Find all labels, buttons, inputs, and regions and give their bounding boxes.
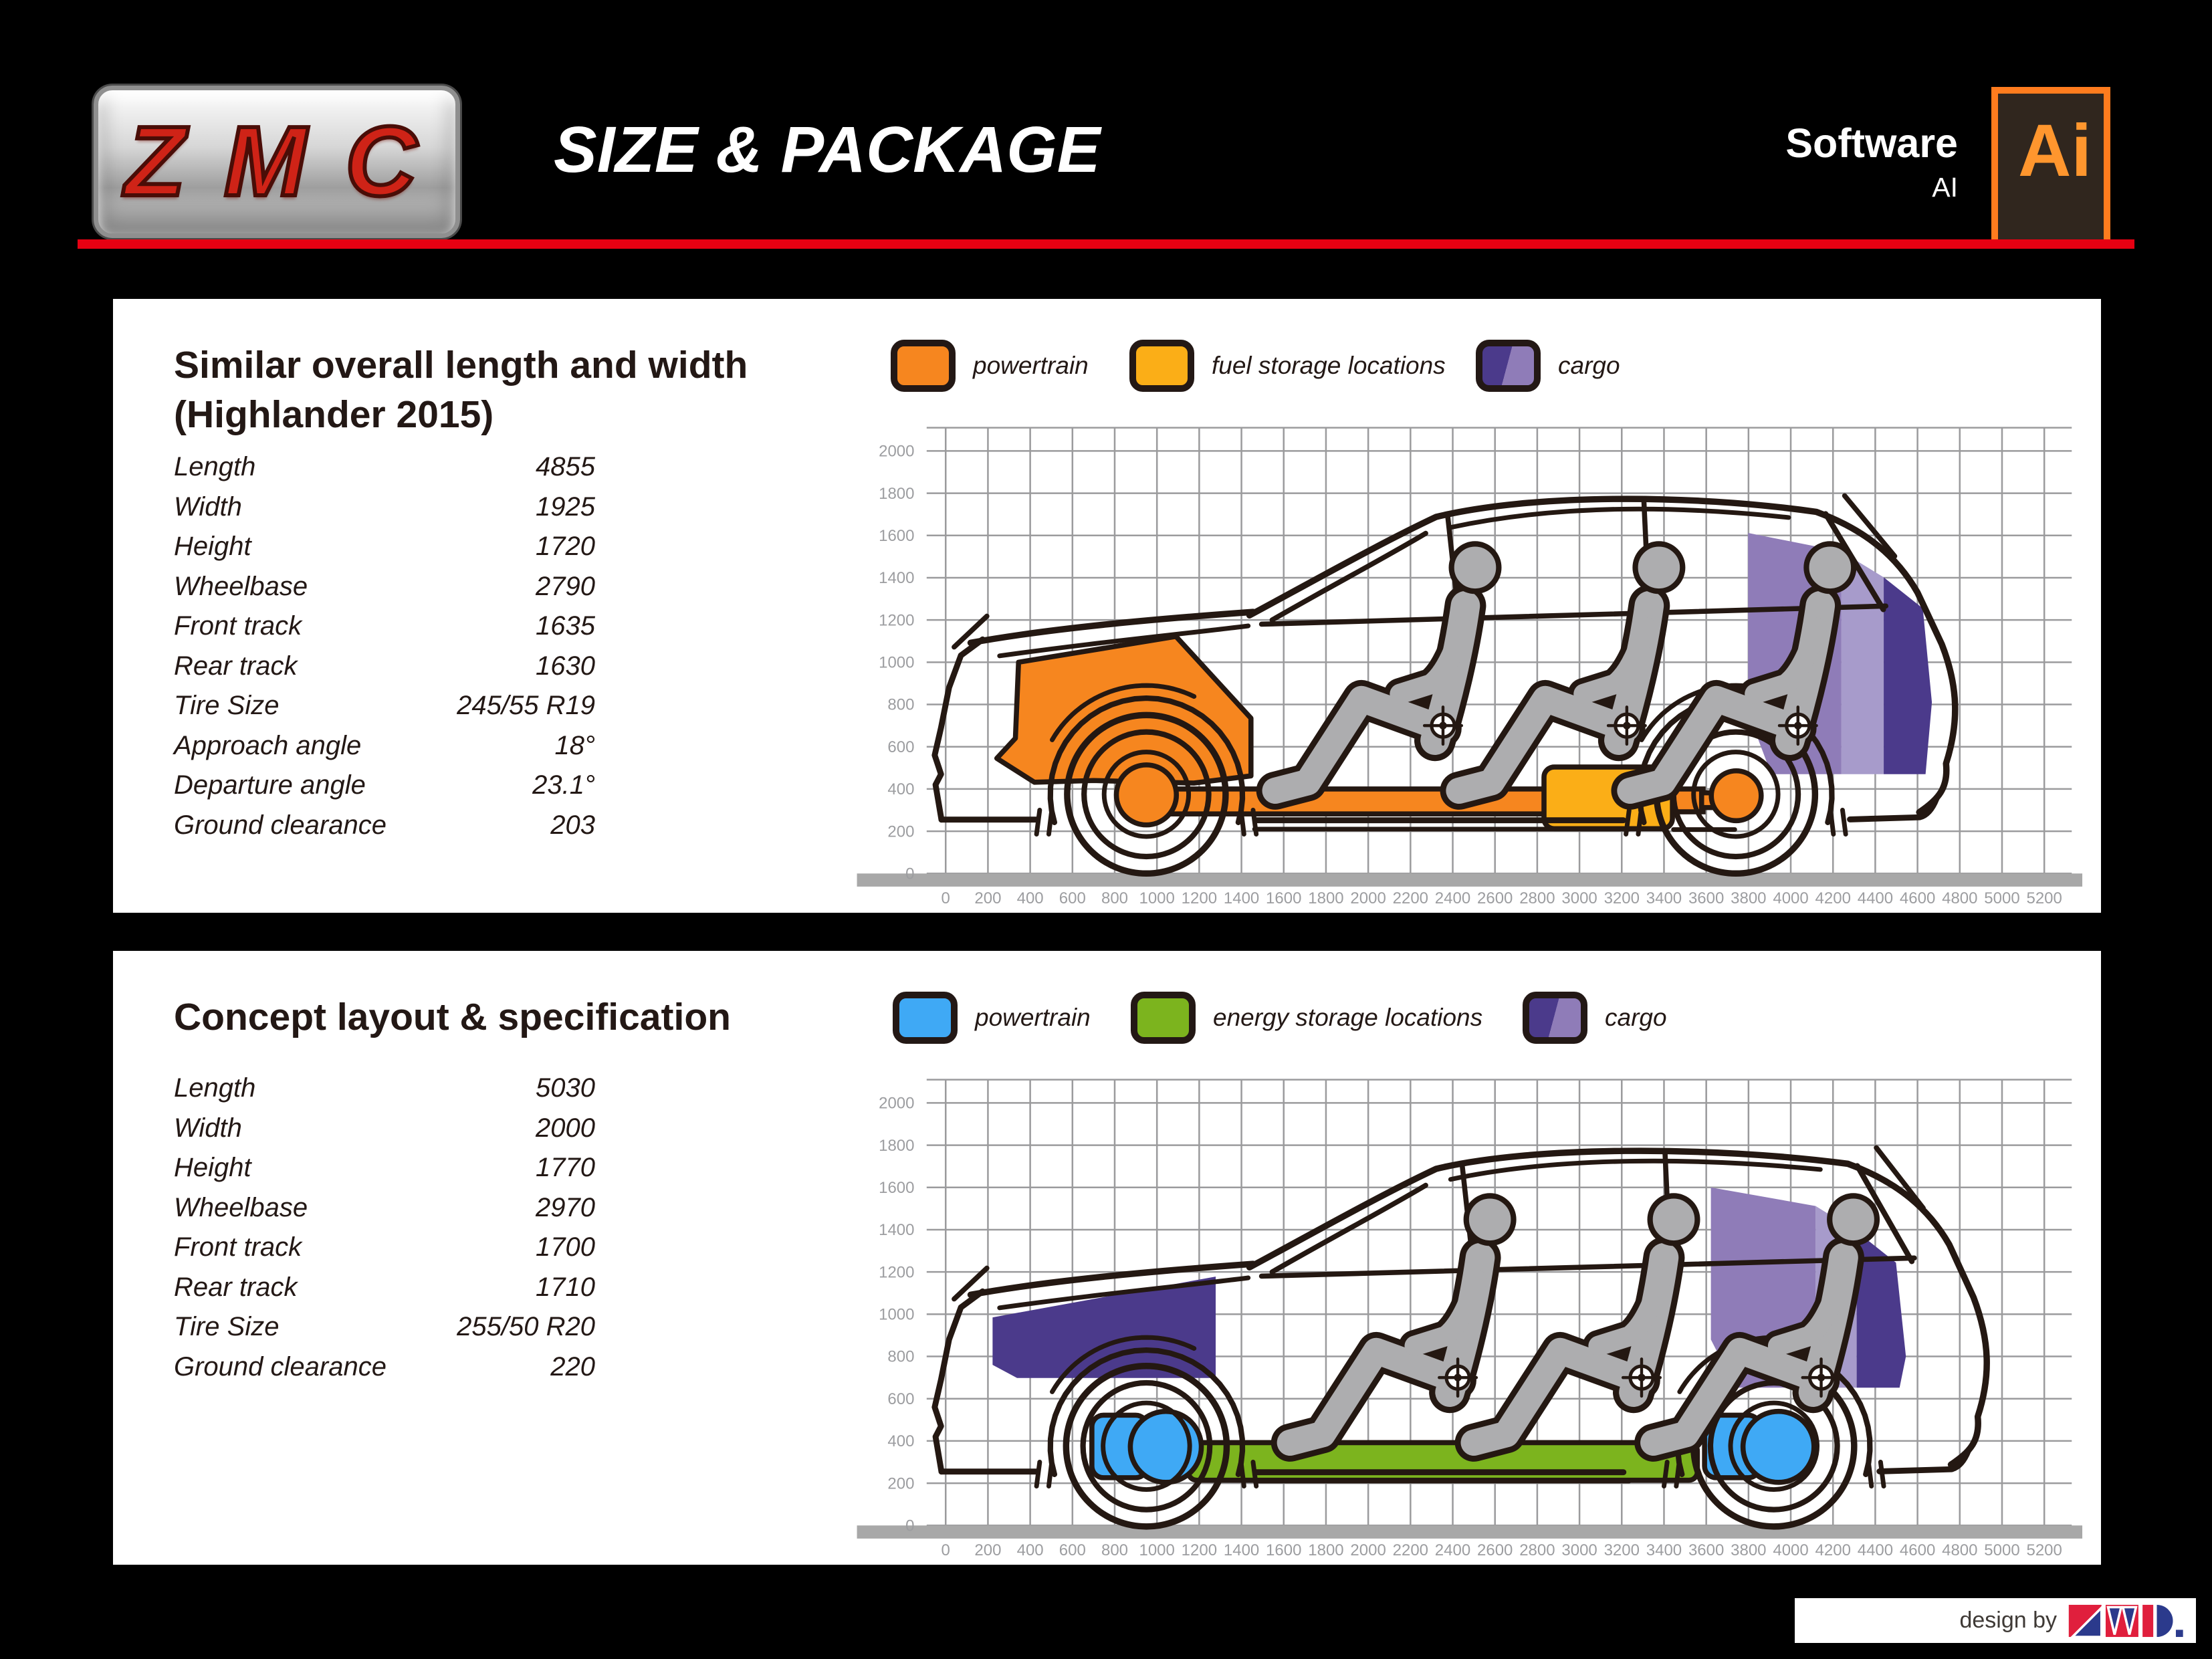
svg-text:1400: 1400 [1223,1541,1260,1560]
spec-row [174,1228,595,1268]
svg-text:1600: 1600 [1266,1541,1302,1560]
design-credit [1795,1598,2196,1643]
panel-highlander [113,299,2101,913]
spec-value: 1700 [536,1232,595,1262]
spec-value: 23.1° [532,770,595,800]
spec-value: 203 [550,810,595,840]
illustrator-icon-text: Ai [2018,110,2092,192]
spec-value: 5030 [536,1073,595,1103]
spec-row [174,527,595,567]
svg-text:4400: 4400 [1857,889,1894,908]
legend-label: energy storage locations [1213,1004,1483,1031]
red-divider [78,239,2134,249]
svg-text:400: 400 [887,1432,915,1451]
svg-text:5200: 5200 [2026,1541,2062,1560]
svg-text:1200: 1200 [879,611,915,630]
spec-label: Width [174,491,242,522]
spec-row [174,726,595,766]
svg-text:4200: 4200 [1815,1541,1851,1560]
spec-row [174,1148,595,1188]
ground-bar [857,873,2083,887]
svg-text:1800: 1800 [1308,889,1344,908]
panel-title-line: (Highlander 2015) [174,393,494,436]
spec-row [174,1188,595,1228]
svg-text:4800: 4800 [1942,1541,1978,1560]
page-title: SIZE & PACKAGE [554,113,1101,186]
svg-text:1000: 1000 [1139,889,1175,908]
spec-label: Front track [174,611,302,641]
package-diagram-concept [835,1071,2083,1561]
svg-text:1800: 1800 [1308,1541,1344,1560]
svg-text:600: 600 [1059,1541,1086,1560]
zmc-logo [94,86,460,238]
diagram-geometry [857,428,2083,887]
spec-value: 245/55 R19 [457,691,595,721]
software-sub-label: AI [1932,172,1958,203]
spec-label: Wheelbase [174,571,308,601]
svg-text:1600: 1600 [879,1178,915,1197]
spec-label: Approach angle [174,730,362,760]
legend-item [1129,338,1446,394]
svg-text:400: 400 [1016,889,1044,908]
legend-item [1523,990,1667,1046]
spec-row [174,487,595,528]
svg-text:3800: 3800 [1731,1541,1767,1560]
spec-row [174,806,595,846]
svg-text:5000: 5000 [1984,889,2020,908]
svg-text:3200: 3200 [1603,889,1640,908]
svg-text:3400: 3400 [1646,1541,1682,1560]
spec-row [174,1069,595,1109]
spec-label: Wheelbase [174,1192,308,1222]
legend-swatch [1523,992,1587,1044]
svg-text:200: 200 [974,889,1002,908]
svg-text:2000: 2000 [879,442,915,461]
svg-text:800: 800 [1101,889,1129,908]
spec-value: 255/50 R20 [457,1312,595,1342]
spec-label: Height [174,532,251,562]
spec-row [174,606,595,647]
svg-text:1000: 1000 [879,1305,915,1324]
svg-text:4600: 4600 [1899,1541,1936,1560]
svg-text:0: 0 [941,889,950,908]
spec-row [174,686,595,726]
svg-text:2800: 2800 [1519,1541,1555,1560]
software-label: Software [1785,120,1958,166]
panel-concept [113,951,2101,1565]
legend-swatch [1476,340,1541,392]
spec-value: 1720 [536,532,595,562]
legend-item [893,990,1091,1046]
spec-table [174,1069,595,1387]
svg-text:3400: 3400 [1646,889,1682,908]
svg-text:4400: 4400 [1857,1541,1894,1560]
spec-row [174,447,595,487]
zmc-logo-text: ZMC [124,106,456,217]
svg-text:200: 200 [887,822,915,841]
svg-text:800: 800 [1101,1541,1129,1560]
spec-label: Ground clearance [174,810,386,840]
svg-text:3000: 3000 [1561,1541,1597,1560]
svg-text:0: 0 [905,1517,915,1535]
svg-text:2600: 2600 [1477,889,1513,908]
svg-text:1200: 1200 [1181,1541,1218,1560]
spec-value: 220 [550,1351,595,1381]
panel-title-line: Concept layout & specification [174,996,731,1038]
svg-text:4600: 4600 [1899,889,1936,908]
spec-value: 1925 [536,491,595,522]
svg-text:200: 200 [974,1541,1002,1560]
zmd-logo-icon [2068,1602,2187,1640]
svg-text:2400: 2400 [1434,889,1471,908]
spec-row [174,1109,595,1149]
svg-text:4800: 4800 [1942,889,1978,908]
software-block [1785,122,1958,205]
spec-row [174,647,595,687]
svg-text:0: 0 [941,1541,950,1560]
legend-label: powertrain [975,1004,1091,1031]
svg-text:1400: 1400 [1223,889,1260,908]
spec-row [174,567,595,607]
spec-label: Departure angle [174,770,366,800]
svg-text:5200: 5200 [2026,889,2062,908]
legend-label: powertrain [973,352,1089,379]
spec-value: 2790 [536,571,595,601]
legend-label: fuel storage locations [1212,352,1446,379]
spec-label: Height [174,1153,251,1183]
spec-value: 1635 [536,611,595,641]
svg-text:800: 800 [887,1347,915,1366]
spec-table [174,447,595,845]
spec-row [174,1347,595,1388]
svg-text:4200: 4200 [1815,889,1851,908]
spec-label: Rear track [174,651,298,681]
svg-text:2400: 2400 [1434,1541,1471,1560]
legend-item [1131,990,1482,1046]
svg-text:2000: 2000 [879,1094,915,1113]
svg-text:1800: 1800 [879,1136,915,1155]
svg-text:1600: 1600 [879,526,915,545]
panel-title-line: Similar overall length and width [174,344,748,386]
svg-text:200: 200 [887,1474,915,1493]
spec-value: 1630 [536,651,595,681]
diagram-geometry [857,1080,2083,1539]
svg-text:2000: 2000 [1350,889,1386,908]
svg-text:3200: 3200 [1603,1541,1640,1560]
svg-text:4000: 4000 [1773,1541,1809,1560]
spec-value: 4855 [536,452,595,482]
legend-item [1476,338,1620,394]
svg-text:1200: 1200 [1181,889,1218,908]
svg-text:2800: 2800 [1519,889,1555,908]
svg-text:2200: 2200 [1392,889,1429,908]
spec-label: Front track [174,1232,302,1262]
legend [113,990,2101,1051]
spec-value: 18° [554,730,595,760]
spec-value: 2000 [536,1113,595,1143]
legend-swatch [1131,992,1196,1044]
svg-text:400: 400 [887,780,915,799]
legend-label: cargo [1558,352,1620,379]
legend-item [891,338,1089,394]
svg-text:1400: 1400 [879,569,915,588]
svg-text:600: 600 [1059,889,1086,908]
svg-text:1000: 1000 [879,653,915,672]
svg-text:3600: 3600 [1688,1541,1725,1560]
design-by-label: design by [1959,1608,2057,1633]
svg-text:2600: 2600 [1477,1541,1513,1560]
svg-text:2000: 2000 [1350,1541,1386,1560]
svg-text:1600: 1600 [1266,889,1302,908]
svg-text:2200: 2200 [1392,1541,1429,1560]
svg-text:1000: 1000 [1139,1541,1175,1560]
svg-text:600: 600 [887,1390,915,1408]
svg-text:3800: 3800 [1731,889,1767,908]
svg-text:1400: 1400 [879,1221,915,1240]
spec-label: Rear track [174,1272,298,1302]
ground-bar [857,1525,2083,1539]
spec-label: Length [174,452,256,482]
illustrator-icon [1991,87,2110,246]
spec-row [174,1268,595,1308]
svg-text:800: 800 [887,695,915,714]
spec-value: 1710 [536,1272,595,1302]
svg-text:600: 600 [887,738,915,756]
spec-row [174,766,595,806]
spec-row [174,1307,595,1347]
svg-text:3600: 3600 [1688,889,1725,908]
spec-label: Tire Size [174,691,280,721]
legend-swatch [1129,340,1194,392]
legend-label: cargo [1605,1004,1667,1031]
spec-value: 2970 [536,1192,595,1222]
svg-text:1800: 1800 [879,484,915,503]
spec-label: Length [174,1073,256,1103]
legend-swatch [893,992,958,1044]
svg-text:4000: 4000 [1773,889,1809,908]
legend-swatch [891,340,956,392]
spec-value: 1770 [536,1153,595,1183]
svg-text:400: 400 [1016,1541,1044,1560]
spec-label: Ground clearance [174,1351,386,1381]
package-diagram-highlander [835,419,2083,909]
legend [113,338,2101,399]
svg-text:3000: 3000 [1561,889,1597,908]
spec-label: Width [174,1113,242,1143]
svg-text:1200: 1200 [879,1263,915,1282]
spec-label: Tire Size [174,1312,280,1342]
svg-text:5000: 5000 [1984,1541,2020,1560]
svg-text:0: 0 [905,865,915,883]
